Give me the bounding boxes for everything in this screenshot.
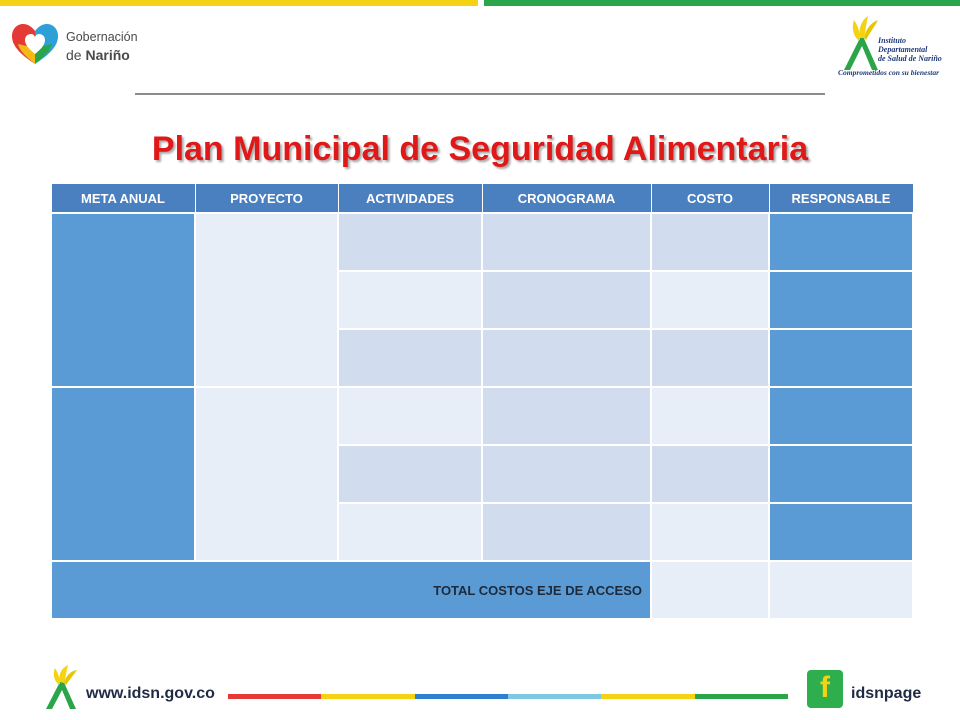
idsn-line2: Departamental	[878, 45, 928, 54]
column-header-meta-anual: META ANUAL	[51, 184, 195, 214]
responsable-cell[interactable]	[769, 213, 913, 271]
idsn-footer-logo-icon	[44, 664, 84, 710]
gobernacion-logo	[10, 22, 170, 68]
responsable-cell[interactable]	[769, 329, 913, 387]
proyecto-cell[interactable]	[195, 213, 338, 387]
facebook-page-link[interactable]: idsnpage	[851, 685, 922, 702]
footer-url-link[interactable]: www.idsn.gov.co	[86, 685, 215, 702]
column-header-responsable: RESPONSABLE	[769, 184, 913, 214]
heart-logo-icon	[10, 22, 60, 68]
cronograma-cell[interactable]	[482, 213, 651, 271]
actividades-cell[interactable]	[338, 271, 482, 329]
gob-name-line2: de Nariño	[66, 47, 130, 63]
costo-cell[interactable]	[651, 445, 769, 503]
facebook-icon[interactable]	[807, 670, 843, 708]
plan-table	[50, 183, 914, 620]
header-divider	[135, 93, 825, 95]
facebook-letter: f	[820, 671, 830, 704]
actividades-cell[interactable]	[338, 329, 482, 387]
costo-cell[interactable]	[651, 213, 769, 271]
meta-anual-cell[interactable]	[51, 387, 195, 561]
idsn-logo	[830, 12, 955, 82]
total-costos-label: TOTAL COSTOS EJE DE ACCESO	[51, 561, 651, 619]
page-title: Plan Municipal de Seguridad Alimentaria	[151, 130, 809, 168]
top-color-strip	[0, 0, 960, 6]
column-header-cronograma: CRONOGRAMA	[482, 184, 651, 214]
responsable-cell[interactable]	[769, 271, 913, 329]
meta-anual-cell[interactable]	[51, 213, 195, 387]
cronograma-cell[interactable]	[482, 503, 651, 561]
table-header-row	[51, 184, 913, 214]
footer-color-strip	[228, 694, 788, 699]
idsn-tagline: Comprometidos con su bienestar	[838, 68, 940, 77]
cronograma-cell[interactable]	[482, 387, 651, 445]
total-costo-cell[interactable]	[651, 561, 769, 619]
column-header-costo: COSTO	[651, 184, 769, 214]
column-header-proyecto: PROYECTO	[195, 184, 338, 214]
costo-cell[interactable]	[651, 329, 769, 387]
cronograma-cell[interactable]	[482, 271, 651, 329]
costo-cell[interactable]	[651, 271, 769, 329]
idsn-line1: Instituto	[878, 36, 907, 45]
responsable-cell[interactable]	[769, 387, 913, 445]
total-row	[51, 561, 913, 619]
proyecto-cell[interactable]	[195, 387, 338, 561]
actividades-cell[interactable]	[338, 445, 482, 503]
responsable-cell[interactable]	[769, 503, 913, 561]
table-row	[51, 387, 913, 445]
cronograma-cell[interactable]	[482, 329, 651, 387]
responsable-cell[interactable]	[769, 445, 913, 503]
actividades-cell[interactable]	[338, 387, 482, 445]
table-row	[51, 213, 913, 271]
cronograma-cell[interactable]	[482, 445, 651, 503]
total-responsable-cell[interactable]	[769, 561, 913, 619]
costo-cell[interactable]	[651, 503, 769, 561]
costo-cell[interactable]	[651, 387, 769, 445]
actividades-cell[interactable]	[338, 503, 482, 561]
idsn-line3: de Salud de Nariño	[878, 54, 942, 63]
gob-name-line1: Gobernación	[66, 30, 138, 44]
column-header-actividades: ACTIVIDADES	[338, 184, 482, 214]
actividades-cell[interactable]	[338, 213, 482, 271]
